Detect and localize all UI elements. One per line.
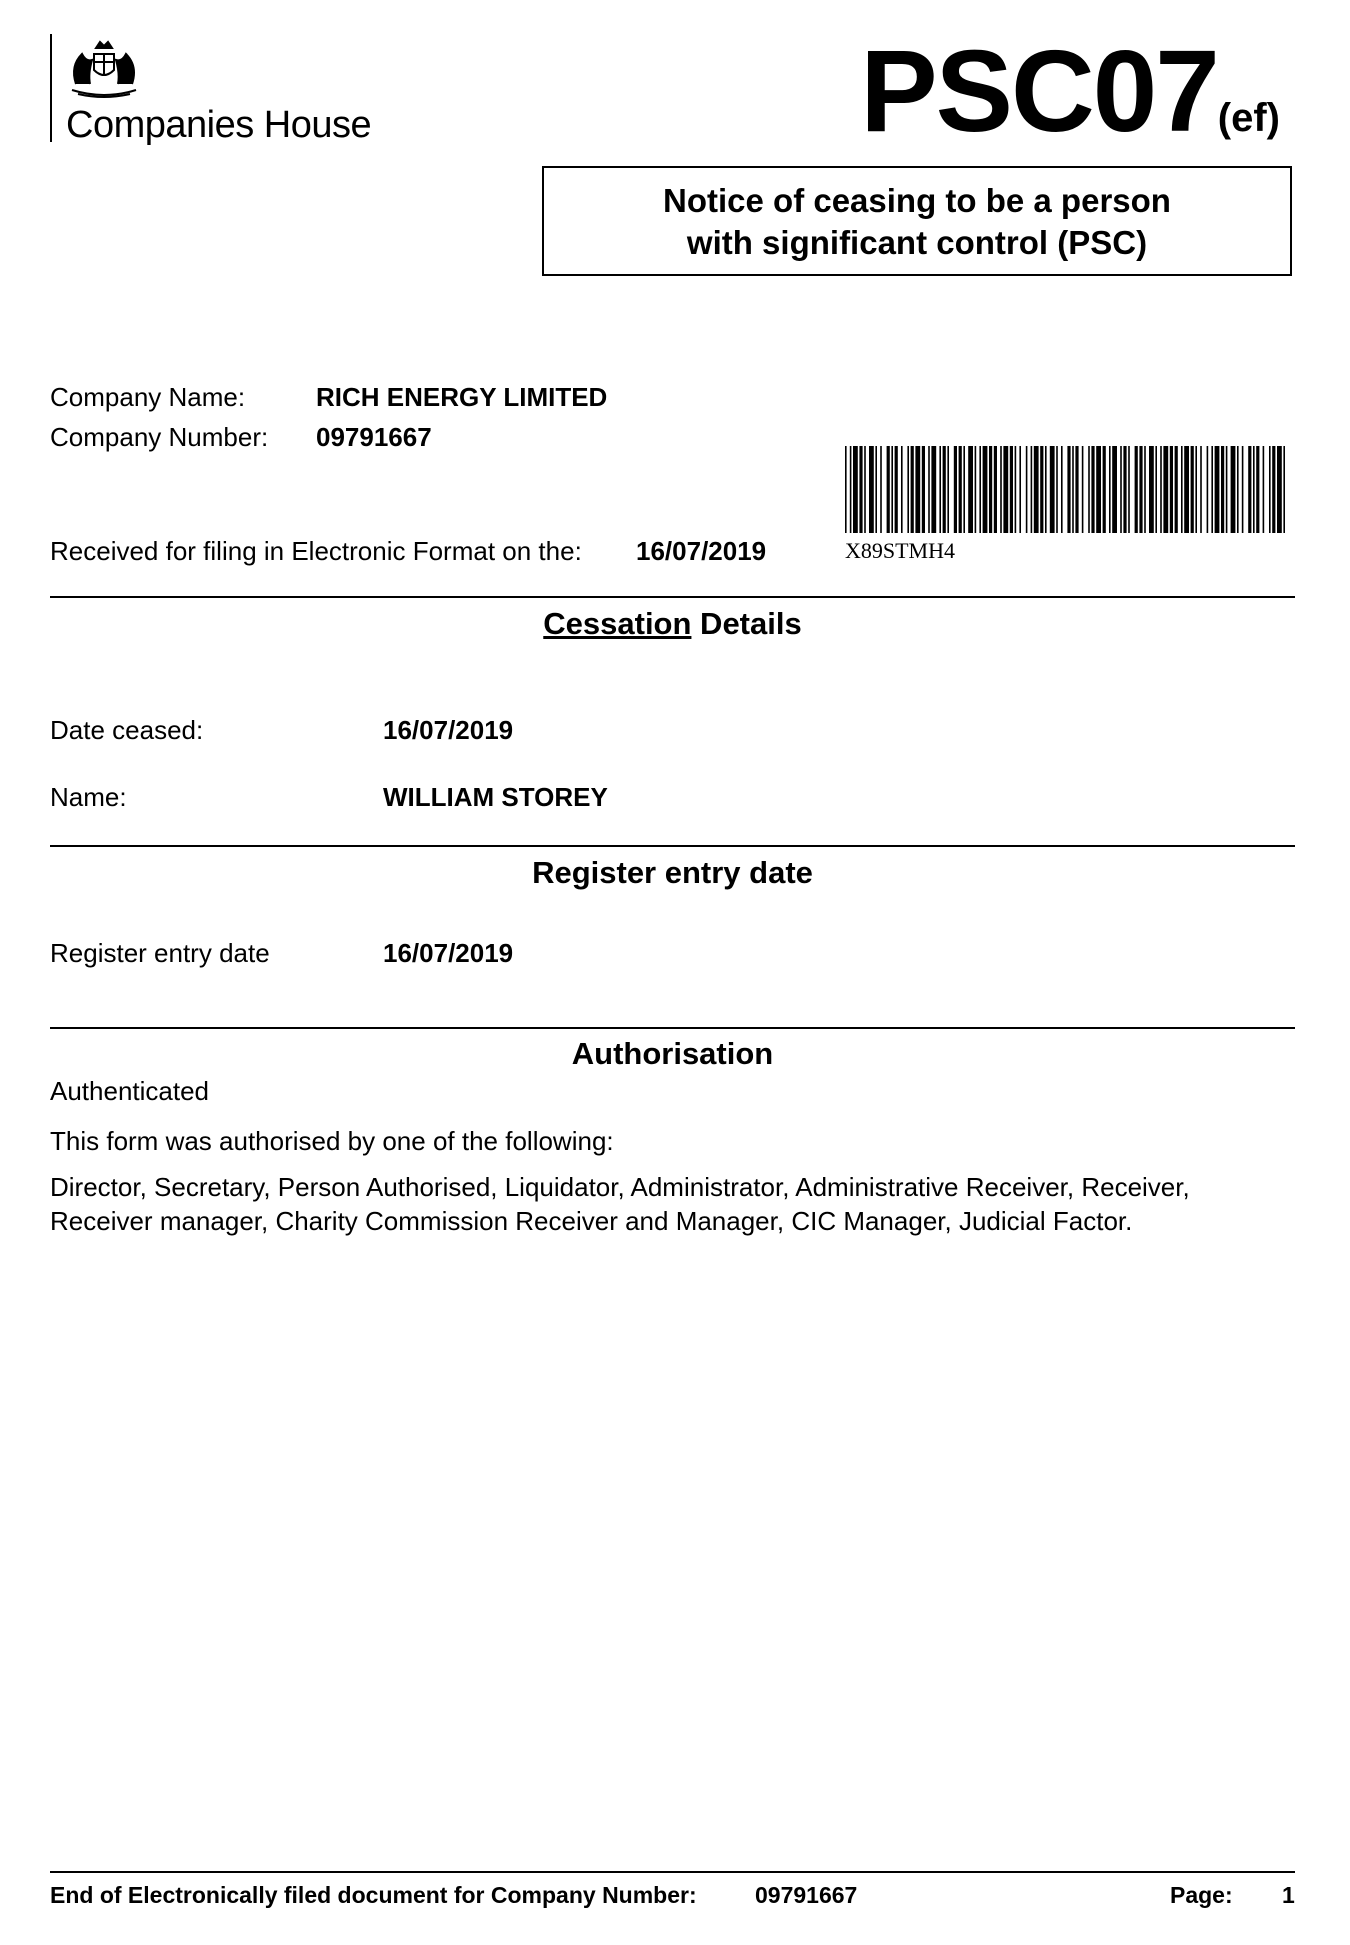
psc-name-value: WILLIAM STOREY (383, 782, 608, 812)
authorised-roles: Director, Secretary, Person Authorised, Liquidator, Administrator, Administrative Receiver, Receiver, Receiver manager, Charity Commission Receiver and Manager, CIC Manager, Judicial Factor. (50, 1172, 1190, 1236)
footer-text: End of Electronically filed document for Company Number: (50, 1882, 697, 1908)
barcode (845, 446, 1285, 533)
royal-crest-icon (64, 34, 144, 100)
section-divider (50, 1027, 1295, 1029)
company-name-label: Company Name: (50, 382, 246, 412)
footer-company-number: 09791667 (755, 1882, 858, 1908)
company-number-value: 09791667 (316, 422, 432, 452)
form-title-box (542, 166, 1292, 276)
cessation-heading-underlined: Cessation (543, 606, 692, 641)
form-code-suffix: (ef) (1217, 96, 1280, 140)
authorisation-heading: Authorisation (571, 1036, 774, 1071)
register-entry-value: 16/07/2019 (383, 938, 514, 968)
cessation-heading-rest: Details (691, 606, 802, 641)
logo-divider (50, 34, 52, 142)
received-label: Received for filing in Electronic Format on the: (50, 536, 582, 566)
section-divider (50, 596, 1295, 598)
form-code-main: PSC07 (860, 26, 1218, 156)
form-title-line1: Notice of ceasing to be a person (663, 182, 1171, 219)
register-heading: Register entry date (532, 855, 813, 890)
footer-divider (50, 1871, 1295, 1873)
footer-page-label: Page: (1170, 1882, 1233, 1908)
received-date: 16/07/2019 (636, 536, 767, 566)
authentication-status: Authenticated (50, 1076, 210, 1106)
logo-text: Companies House (66, 104, 372, 146)
company-name-value: RICH ENERGY LIMITED (316, 382, 608, 412)
cessation-heading (50, 606, 1295, 642)
barcode-text: X89STMH4 (845, 538, 956, 563)
date-ceased-value: 16/07/2019 (383, 715, 514, 745)
date-ceased-label: Date ceased: (50, 715, 204, 745)
authorisation-intro: This form was authorised by one of the following: (50, 1126, 614, 1156)
psc-name-label: Name: (50, 782, 127, 812)
form-title-line2: with significant control (PSC) (686, 224, 1148, 261)
footer-page-number: 1 (1282, 1882, 1295, 1908)
register-entry-label: Register entry date (50, 938, 270, 968)
company-number-label: Company Number: (50, 422, 269, 452)
section-divider (50, 845, 1295, 847)
form-code (860, 24, 1280, 158)
